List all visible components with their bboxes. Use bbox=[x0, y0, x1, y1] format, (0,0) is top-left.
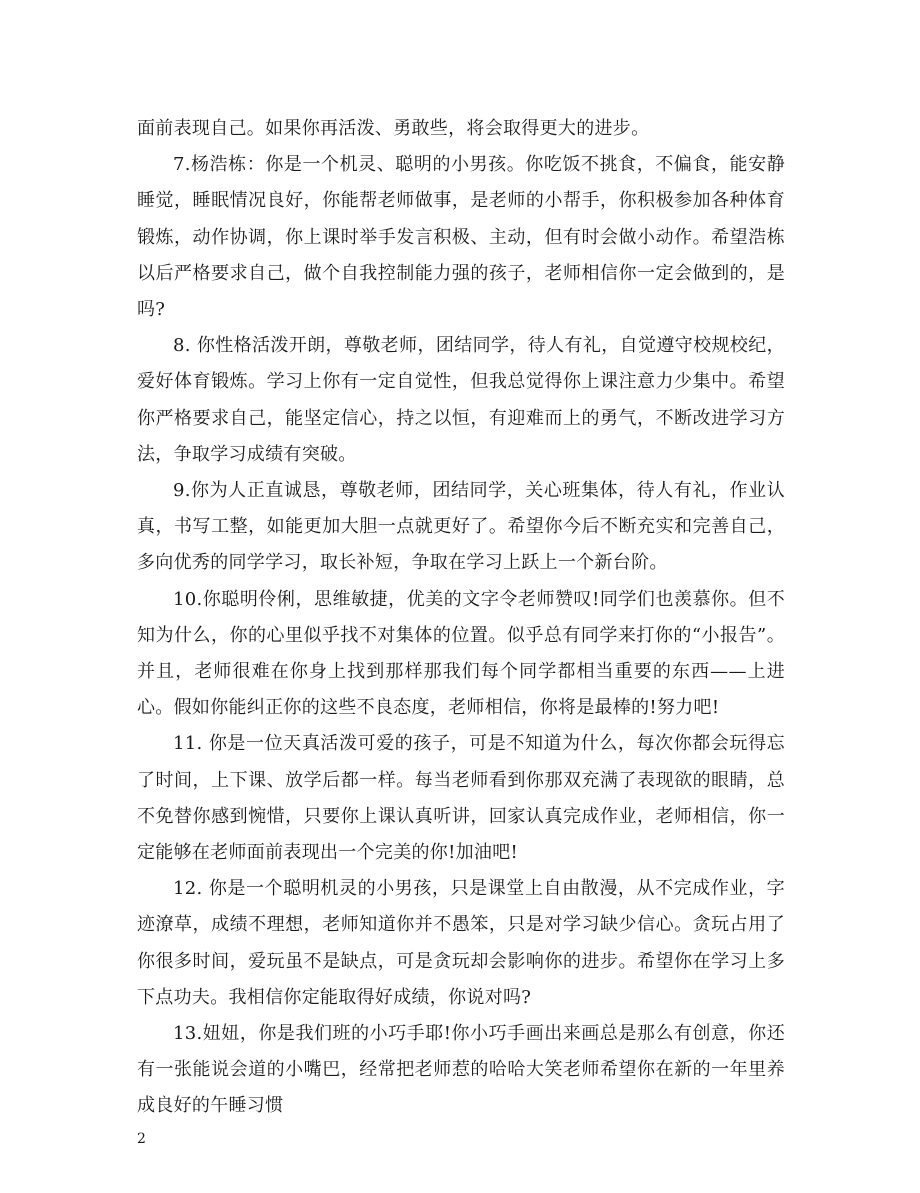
paragraph-comment-9: 9.你为人正直诚恳，尊敬老师，团结同学，关心班集体，待人有礼，作业认真，书写工整，如能更加大胆一点就更好了。希望你今后不断充实和完善自己，多向优秀的同学学习，取长补短，争取在学习上跃上一个新台阶。 bbox=[137, 480, 785, 574]
paragraph-comment-13: 13.妞妞，你是我们班的小巧手耶!你小巧手画出来画总是那么有创意，你还有一张能说会道的小嘴巴，经常把老师惹的哈哈大笑老师希望你在新的一年里养成良好的午睡习惯 bbox=[137, 1023, 785, 1117]
document-body bbox=[137, 111, 785, 1125]
paragraph-comment-11: 11. 你是一位天真活泼可爱的孩子，可是不知道为什么，每次你都会玩得忘了时间，上下课、放学后都一样。每当老师看到你那双充满了表现欲的眼睛，总不免替你感到惋惜，只要你上课认真听讲，回家认真完成作业，老师相信，你一定能够在老师面前表现出一个完美的你!加油吧! bbox=[137, 733, 785, 864]
paragraph-continuation: 面前表现自己。如果你再活泼、勇敢些，将会取得更大的进步。 bbox=[137, 118, 650, 139]
paragraph-comment-7: 7.杨浩栋：你是一个机灵、聪明的小男孩。你吃饭不挑食，不偏食，能安静睡觉，睡眠情况良好，你能帮老师做事，是老师的小帮手，你积极参加各种体育锻炼，动作协调，你上课时举手发言积极、主动，但有时会做小动作。希望浩栋以后严格要求自己，做个自我控制能力强的孩子，老师相信你一定会做到的，是吗? bbox=[137, 154, 785, 321]
paragraph-comment-10: 10.你聪明伶俐，思维敏捷，优美的文字令老师赞叹!同学们也羡慕你。但不知为什么，你的心里似乎找不对集体的位置。似乎总有同学来打你的“小报告”。并且，老师很难在你身上找到那样那我们每个同学都相当重要的东西——上进心。假如你能纠正你的这些不良态度，老师相信，你将是最棒的!努力吧! bbox=[137, 588, 785, 719]
paragraph-comment-12: 12. 你是一个聪明机灵的小男孩，只是课堂上自由散漫，从不完成作业，字迹潦草，成绩不理想，老师知道你并不愚笨，只是对学习缺少信心。贪玩占用了你很多时间，爱玩虽不是缺点，可是贪玩却会影响你的进步。希望你在学习上多下点功夫。我相信你定能取得好成绩，你说对吗? bbox=[137, 878, 785, 1008]
page-number: 2 bbox=[137, 1131, 146, 1147]
paragraph-comment-8: 8. 你性格活泼开朗，尊敬老师，团结同学，待人有礼，自觉遵守校规校纪，爱好体育锻炼。学习上你有一定自觉性，但我总觉得你上课注意力少集中。希望你严格要求自己，能坚定信心，持之以恒，有迎难而上的勇气，不断改进学习方法，争取学习成绩有突破。 bbox=[137, 335, 785, 465]
